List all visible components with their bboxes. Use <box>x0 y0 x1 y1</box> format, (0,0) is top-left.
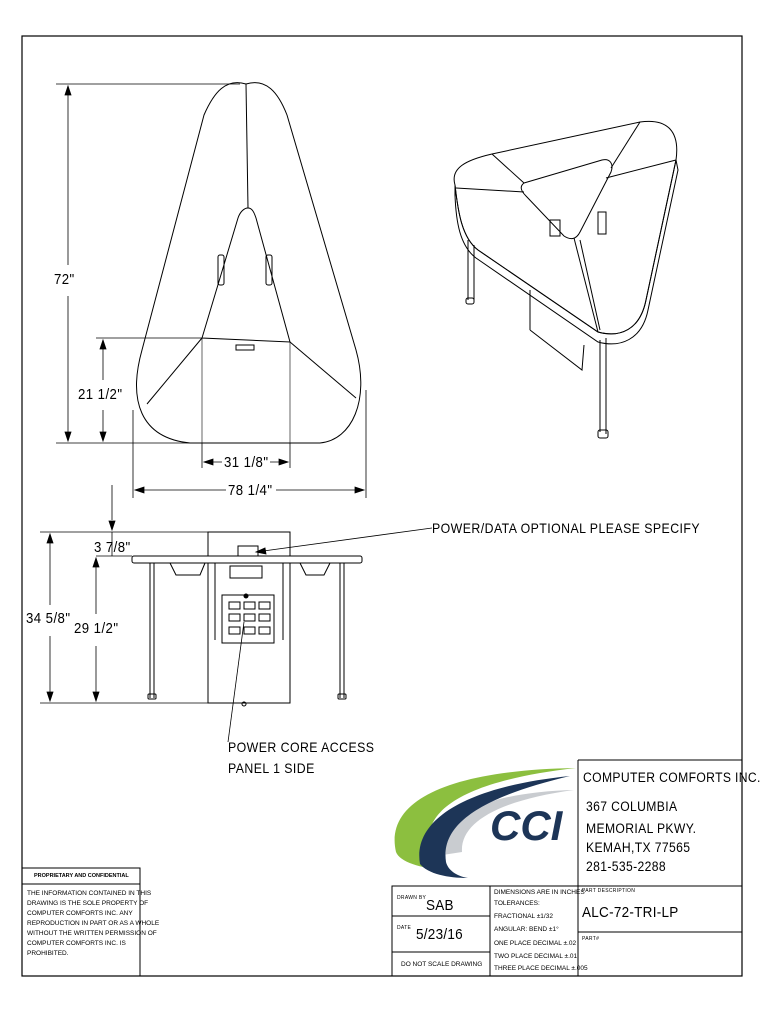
logo-text: CCI <box>490 802 563 849</box>
part-description-label: PART DESCRIPTION <box>582 888 636 894</box>
proprietary-line: THE INFORMATION CONTAINED IN THIS <box>27 890 152 897</box>
top-view <box>137 83 361 443</box>
company-name: COMPUTER COMFORTS INC. <box>583 770 761 785</box>
proprietary-line: COMPUTER COMFORTS INC. ANY <box>27 910 133 917</box>
date-label: DATE <box>397 925 412 931</box>
company-phone: 281-535-2288 <box>586 859 666 874</box>
tolerance-line: TOLERANCES: <box>494 900 540 907</box>
proprietary-line: WITHOUT THE WRITTEN PERMISSION OF <box>27 930 157 937</box>
tolerance-line: TWO PLACE DECIMAL ±.01 <box>494 953 578 960</box>
dim-overall-height: 34 5/8" <box>26 610 71 627</box>
dim-work-surface-height: 29 1/2" <box>74 620 119 637</box>
iso-top-outline <box>454 121 677 334</box>
part-no-label: PART# <box>582 936 600 942</box>
core-top <box>208 532 290 556</box>
tolerance-line: DIMENSIONS ARE IN INCHES <box>494 889 585 896</box>
power-core <box>208 563 290 703</box>
isometric-view <box>454 121 678 438</box>
company-city: KEMAH,TX 77565 <box>586 840 691 855</box>
work-surface <box>132 556 362 563</box>
company-address-line1: 367 COLUMBIA <box>586 799 678 814</box>
tolerance-line: THREE PLACE DECIMAL ±.005 <box>494 965 588 972</box>
access-panel-leader <box>228 622 244 742</box>
proprietary-line: COMPUTER COMFORTS INC. IS <box>27 940 126 947</box>
dim-side-depth: 21 1/2" <box>78 386 123 403</box>
core-triangle <box>202 208 290 342</box>
cci-logo <box>395 768 576 878</box>
tolerance-line: ONE PLACE DECIMAL ±.02 <box>494 940 577 947</box>
top-view-dimensions <box>56 84 366 498</box>
callout-access-line1: POWER CORE ACCESS <box>228 739 375 755</box>
dim-overall-depth: 72" <box>54 271 75 288</box>
scale-note: DO NOT SCALE DRAWING <box>401 961 483 968</box>
callout-power-data: POWER/DATA OPTIONAL PLEASE SPECIFY <box>432 520 701 536</box>
part-number: ALC-72-TRI-LP <box>582 904 679 921</box>
front-elevation <box>112 532 362 706</box>
company-address-line2: MEMORIAL PKWY. <box>586 821 697 836</box>
top-view-right-seam <box>290 342 356 398</box>
proprietary-line: PROHIBITED. <box>27 950 69 957</box>
top-view-center-seam <box>246 84 248 208</box>
callout-access-line2: PANEL 1 SIDE <box>228 760 315 776</box>
drawn-by-label: DRAWN BY <box>397 895 427 901</box>
dim-core-rise: 3 7/8" <box>94 539 131 556</box>
tolerance-line: ANGULAR: BEND ±1° <box>494 926 559 933</box>
tolerance-line: FRACTIONAL ±1/32 <box>494 913 553 920</box>
date-value: 5/23/16 <box>416 926 463 943</box>
proprietary-heading: PROPRIETARY AND CONFIDENTIAL <box>34 873 129 879</box>
top-view-left-seam <box>147 338 202 404</box>
dim-overall-width: 78 1/4" <box>228 482 273 499</box>
top-view-outline <box>137 83 361 443</box>
proprietary-line: DRAWING IS THE SOLE PROPERTY OF <box>27 900 149 907</box>
dim-core-width: 31 1/8" <box>224 454 269 471</box>
core-handle <box>236 345 254 350</box>
proprietary-line: REPRODUCTION IN PART OR AS A WHOLE <box>27 920 160 927</box>
drawn-by-value: SAB <box>426 897 454 914</box>
